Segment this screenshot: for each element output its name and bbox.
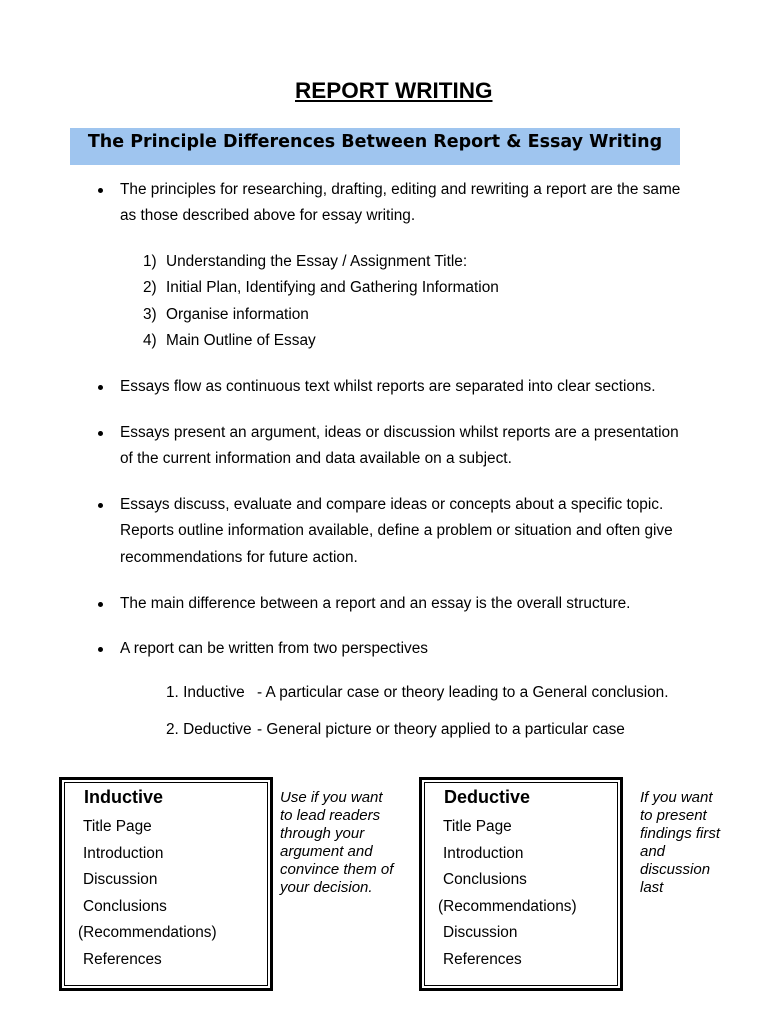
bullet-line: as those described above for essay writing.: [120, 207, 416, 225]
section-banner: [70, 128, 680, 165]
step-text: Main Outline of Essay: [166, 332, 316, 350]
bullet-dot: [98, 647, 103, 652]
deductive-item: Discussion: [443, 924, 518, 942]
inductive-item: (Recommendations): [78, 924, 217, 942]
bullet-line: The main difference between a report and an essay is the overall structure.: [120, 595, 631, 612]
deductive-item: (Recommendations): [438, 897, 577, 915]
inductive-item: Discussion: [83, 871, 158, 889]
step-text: Understanding the Essay / Assignment Title:: [166, 253, 468, 270]
perspective-label: 2. Deductive: [166, 721, 252, 738]
inductive-item: Title Page: [83, 818, 152, 835]
note-line: your decision.: [280, 879, 373, 896]
step-text: Initial Plan, Identifying and Gathering Information: [166, 279, 499, 297]
bullet-dot: [98, 431, 103, 436]
perspective-item: [166, 680, 726, 706]
step-item: [143, 249, 499, 275]
deductive-item-list: [438, 814, 577, 974]
inductive-item-list: [78, 814, 217, 974]
note-line: and: [640, 843, 666, 860]
bullet-item: [120, 420, 679, 473]
bullet-item: [120, 636, 428, 662]
bullet-item: [120, 374, 656, 400]
inductive-item: References: [83, 950, 162, 968]
inductive-heading: Inductive: [84, 787, 164, 807]
bullet-dot: [98, 385, 103, 390]
step-text: Organise information: [166, 305, 309, 323]
deductive-heading: Deductive: [444, 787, 531, 807]
note-line: discussion: [640, 861, 711, 878]
deductive-note: [640, 789, 720, 897]
inductive-box: [59, 777, 273, 991]
step-number: 4): [143, 332, 157, 350]
note-line: convince them of: [280, 861, 394, 878]
page-title: REPORT WRITING: [295, 78, 493, 103]
step-list: [143, 249, 499, 355]
bullet-dot: [98, 602, 103, 607]
note-line: through your: [280, 825, 365, 842]
perspective-item: [166, 717, 726, 743]
note-line: findings first: [640, 825, 721, 842]
deductive-item: References: [443, 950, 522, 968]
step-item: [143, 302, 499, 328]
inductive-note: [280, 789, 393, 897]
note-line: last: [640, 879, 664, 896]
section-banner-title: The Principle Differences Between Report & Essay Writing: [87, 132, 663, 152]
bullet-item: [120, 492, 673, 571]
inductive-item: Conclusions: [83, 897, 167, 915]
bullet-line: recommendations for future action.: [120, 548, 358, 566]
bullet-line: Reports outline information available, define a problem or situation and often give: [120, 522, 673, 540]
perspective-description: - A particular case or theory leading to a General conclusion.: [257, 684, 669, 701]
bullet-item: [120, 591, 630, 617]
bullet-line: Essays discuss, evaluate and compare ideas or concepts about a specific topic.: [120, 496, 664, 513]
note-line: argument and: [280, 843, 373, 860]
step-item: [143, 328, 499, 354]
deductive-item: Title Page: [443, 818, 512, 835]
bullet-dot: [98, 188, 103, 193]
bullet-line: A report can be written from two perspectives: [120, 640, 428, 657]
step-item: [143, 275, 499, 301]
note-line: to lead readers: [280, 807, 381, 824]
step-number: 1): [143, 253, 157, 270]
step-number: 3): [143, 305, 157, 323]
bullet-dot: [98, 503, 103, 508]
perspective-label: 1. Inductive: [166, 684, 245, 701]
deductive-item: Conclusions: [443, 871, 527, 889]
bullet-item: [120, 177, 680, 230]
bullet-line: of the current information and data available on a subject.: [120, 450, 512, 468]
note-line: If you want: [640, 789, 713, 806]
bullet-line: The principles for researching, drafting, editing and rewriting a report are the same: [120, 181, 681, 198]
deductive-item: Introduction: [443, 844, 524, 862]
bullet-line: Essays present an argument, ideas or discussion whilst reports are a presentation: [120, 424, 679, 441]
perspective-description: - General picture or theory applied to a particular case: [257, 721, 625, 738]
note-line: to present: [640, 807, 707, 824]
step-number: 2): [143, 279, 157, 297]
inductive-item: Introduction: [83, 844, 164, 862]
deductive-box: [419, 777, 623, 991]
note-line: Use if you want: [280, 789, 383, 806]
bullet-line: Essays flow as continuous text whilst reports are separated into clear sections.: [120, 378, 656, 395]
